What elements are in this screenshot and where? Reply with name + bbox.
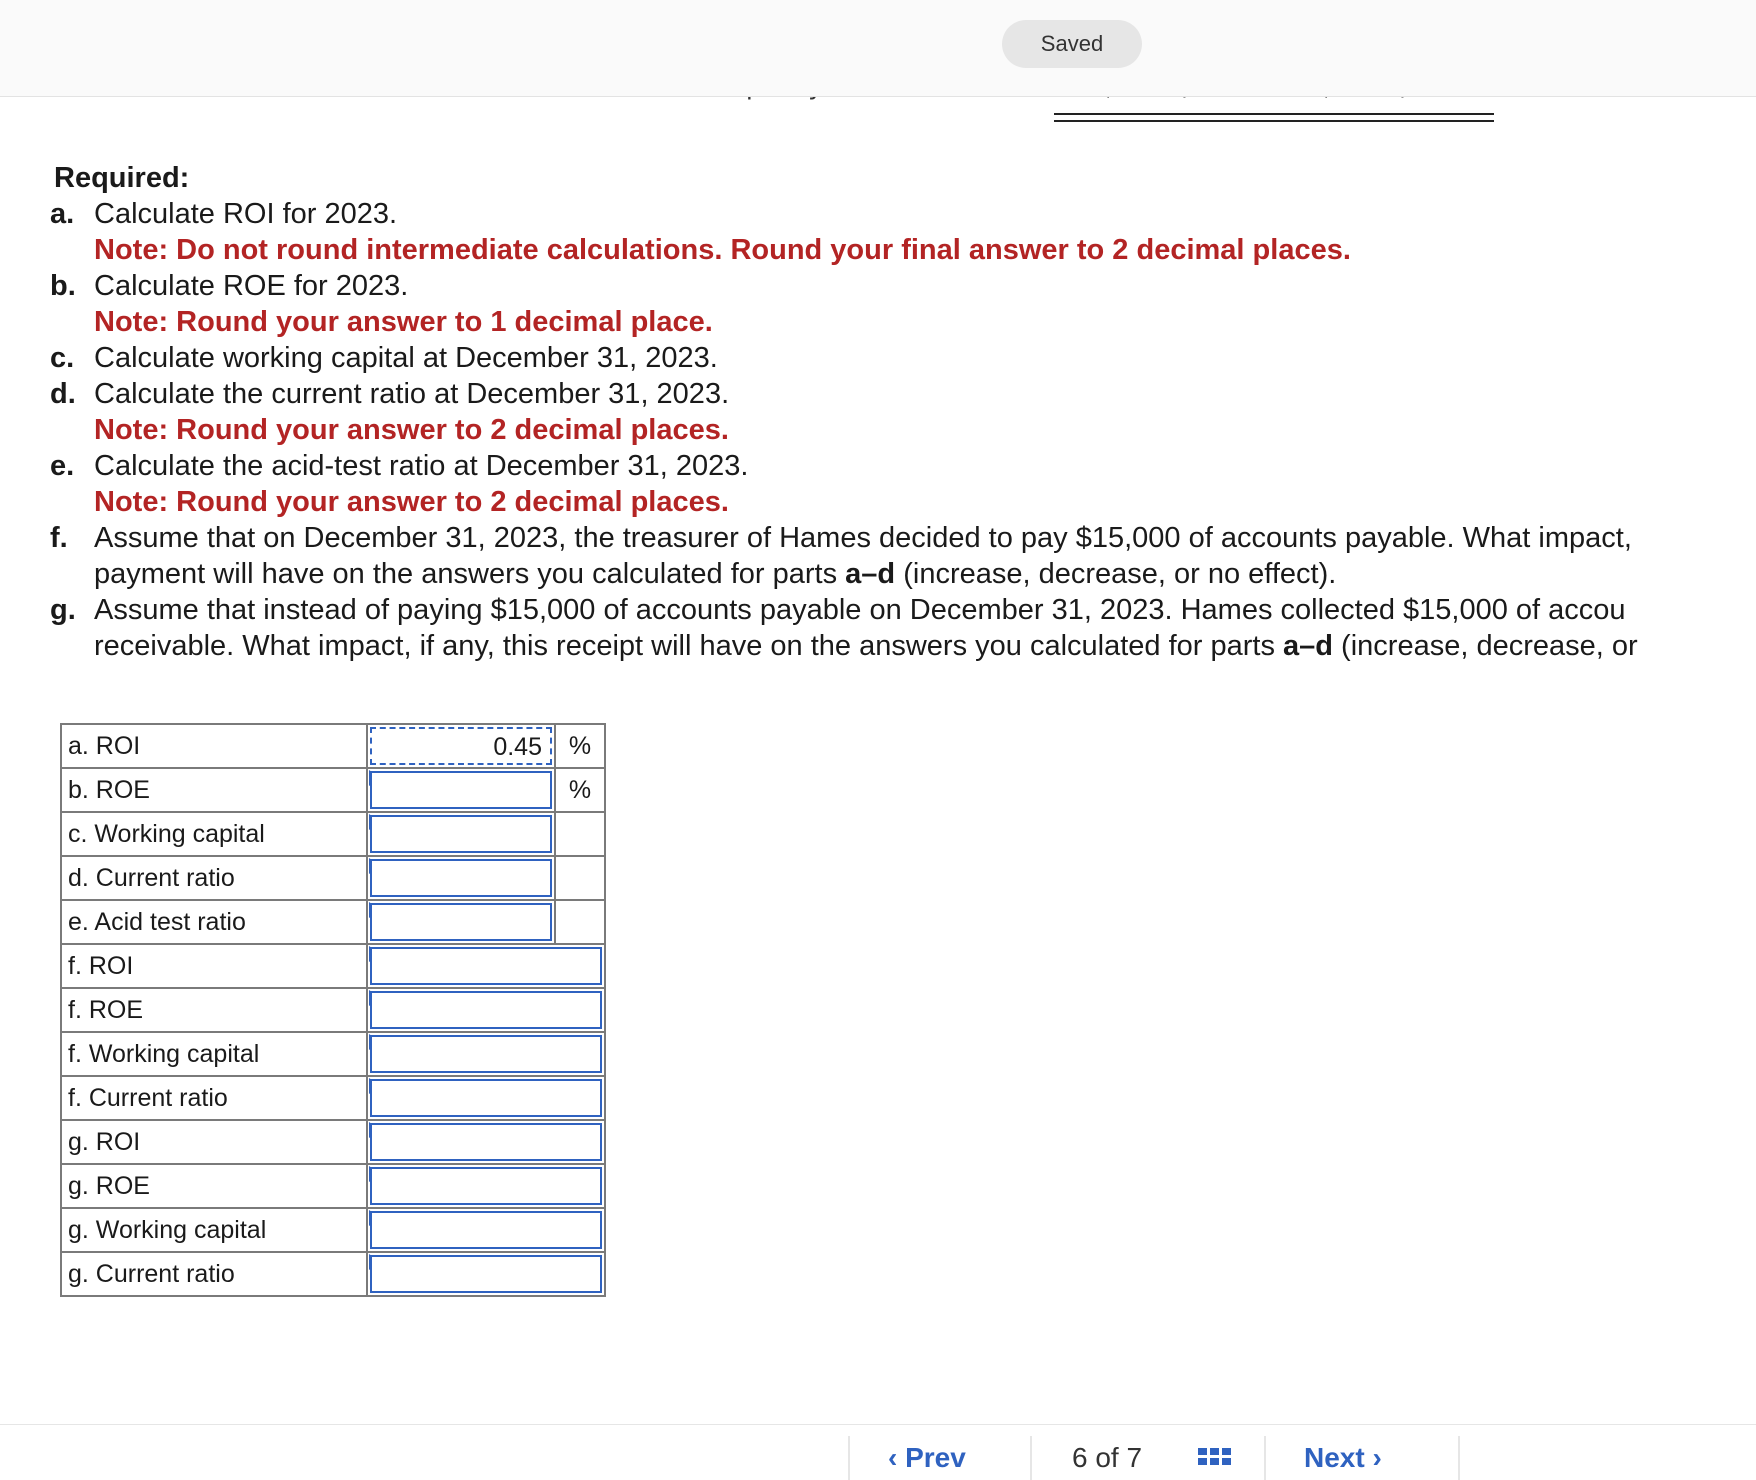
g-roi-select[interactable] [370, 1123, 602, 1161]
answer-cell [367, 988, 605, 1032]
table-row [61, 812, 605, 856]
item-letter: b. [50, 270, 76, 302]
roi-input[interactable]: 0.45 [370, 727, 552, 765]
item-letter: a. [50, 198, 75, 230]
unit-label: % [555, 724, 605, 768]
required-item-a [50, 196, 1638, 232]
table-row [61, 1032, 605, 1076]
row-label: f. Working capital [61, 1032, 367, 1076]
item-letter: g. [50, 594, 76, 626]
answer-cell [367, 856, 555, 900]
table-row [61, 1076, 605, 1120]
required-item-g [50, 592, 1638, 628]
footer-navigation [0, 1436, 1756, 1480]
f-roi-select[interactable] [370, 947, 602, 985]
item-text: Calculate the current ratio at December 31, 2023. [94, 378, 730, 410]
answer-cell [367, 1120, 605, 1164]
prev-button[interactable] [888, 1442, 966, 1474]
answer-cell [367, 944, 605, 988]
nav-divider [1458, 1436, 1460, 1480]
f-roe-select[interactable] [370, 991, 602, 1029]
item-a-note: Note: Do not round intermediate calculations. Round your final answer to 2 decimal places. [94, 234, 1351, 266]
chevron-left-icon: ‹ [888, 1442, 898, 1473]
required-item-b [50, 268, 1638, 304]
nav-divider [848, 1436, 850, 1480]
required-item-f [50, 520, 1638, 556]
row-label: g. Current ratio [61, 1252, 367, 1296]
item-e-note: Note: Round your answer to 2 decimal places. [94, 486, 729, 518]
answer-cell [367, 724, 555, 768]
table-row [61, 724, 605, 768]
page-indicator[interactable] [1072, 1442, 1142, 1474]
table-row [61, 1164, 605, 1208]
unit-label: % [555, 768, 605, 812]
row-label: f. ROI [61, 944, 367, 988]
grid-icon[interactable] [1198, 1448, 1232, 1466]
footer-divider [0, 1424, 1756, 1425]
row-label: e. Acid test ratio [61, 900, 367, 944]
row-label: a. ROI [61, 724, 367, 768]
required-item-e [50, 448, 1638, 484]
required-instructions [50, 160, 1638, 664]
item-bold-range: a–d [845, 558, 896, 590]
unit-label [555, 856, 605, 900]
item-b-note: Note: Round your answer to 1 decimal place. [94, 306, 713, 338]
item-letter: d. [50, 378, 76, 410]
required-item-f-cont [94, 556, 1638, 592]
answer-cell [367, 1032, 605, 1076]
item-text: Assume that on December 31, 2023, the treasurer of Hames decided to pay $15,000 of accounts payable. What impact, [94, 522, 1632, 554]
item-text: Assume that instead of paying $15,000 of accounts payable on December 31, 2023. Hames collected $15,000 of accou [94, 594, 1626, 626]
answer-cell [367, 1164, 605, 1208]
answer-table [60, 723, 606, 1297]
g-working-capital-select[interactable] [370, 1211, 602, 1249]
item-letter: e. [50, 450, 75, 482]
chevron-right-icon: › [1372, 1442, 1382, 1473]
item-text: Calculate working capital at December 31, 2023. [94, 342, 718, 374]
page-current: 6 [1072, 1442, 1088, 1473]
required-item-c [50, 340, 1638, 376]
item-text: (increase, decrease, or no effect). [895, 558, 1337, 590]
row-label: f. Current ratio [61, 1076, 367, 1120]
table-row [61, 1252, 605, 1296]
top-bar [0, 0, 1756, 97]
table-row [61, 944, 605, 988]
nav-divider [1030, 1436, 1032, 1480]
table-row [61, 1120, 605, 1164]
saved-status-badge: Saved [1002, 20, 1142, 68]
f-working-capital-select[interactable] [370, 1035, 602, 1073]
total-double-underline [1054, 113, 1494, 122]
answer-cell [367, 768, 555, 812]
table-row [61, 856, 605, 900]
item-text: Calculate ROE for 2023. [94, 270, 409, 302]
item-text: Calculate ROI for 2023. [94, 198, 398, 230]
row-label: c. Working capital [61, 812, 367, 856]
f-current-ratio-select[interactable] [370, 1079, 602, 1117]
item-text: receivable. What impact, if any, this receipt will have on the answers you calculated for parts [94, 630, 1284, 662]
nav-divider [1264, 1436, 1266, 1480]
answer-cell [367, 1208, 605, 1252]
item-text: Calculate the acid-test ratio at December 31, 2023. [94, 450, 749, 482]
row-label: f. ROE [61, 988, 367, 1032]
row-label: g. ROE [61, 1164, 367, 1208]
working-capital-input[interactable] [370, 815, 552, 853]
item-d-note: Note: Round your answer to 2 decimal places. [94, 414, 729, 446]
current-ratio-input[interactable] [370, 859, 552, 897]
required-title: Required: [54, 162, 190, 194]
item-letter: f. [50, 522, 68, 554]
unit-label [555, 812, 605, 856]
answer-cell [367, 1076, 605, 1120]
item-text: (increase, decrease, or [1333, 630, 1638, 662]
row-label: g. Working capital [61, 1208, 367, 1252]
item-bold-range: a–d [1283, 630, 1333, 662]
row-label: d. Current ratio [61, 856, 367, 900]
table-row [61, 988, 605, 1032]
answer-cell [367, 812, 555, 856]
answer-cell [367, 1252, 605, 1296]
table-row [61, 768, 605, 812]
table-row [61, 900, 605, 944]
g-roe-select[interactable] [370, 1167, 602, 1205]
roe-input[interactable] [370, 771, 552, 809]
g-current-ratio-select[interactable] [370, 1255, 602, 1293]
table-row [61, 1208, 605, 1252]
prev-label: Prev [905, 1442, 966, 1473]
answer-cell [367, 900, 555, 944]
page-total: 7 [1126, 1442, 1143, 1473]
row-label: g. ROI [61, 1120, 367, 1164]
acid-test-ratio-input[interactable] [370, 903, 552, 941]
item-text: payment will have on the answers you calculated for parts [94, 558, 846, 590]
row-label: b. ROE [61, 768, 367, 812]
unit-label [555, 900, 605, 944]
next-button[interactable] [1304, 1442, 1382, 1474]
page-of: of [1095, 1442, 1119, 1473]
item-letter: c. [50, 342, 75, 374]
next-label: Next [1304, 1442, 1365, 1473]
required-item-g-cont [94, 628, 1638, 664]
required-item-d [50, 376, 1638, 412]
